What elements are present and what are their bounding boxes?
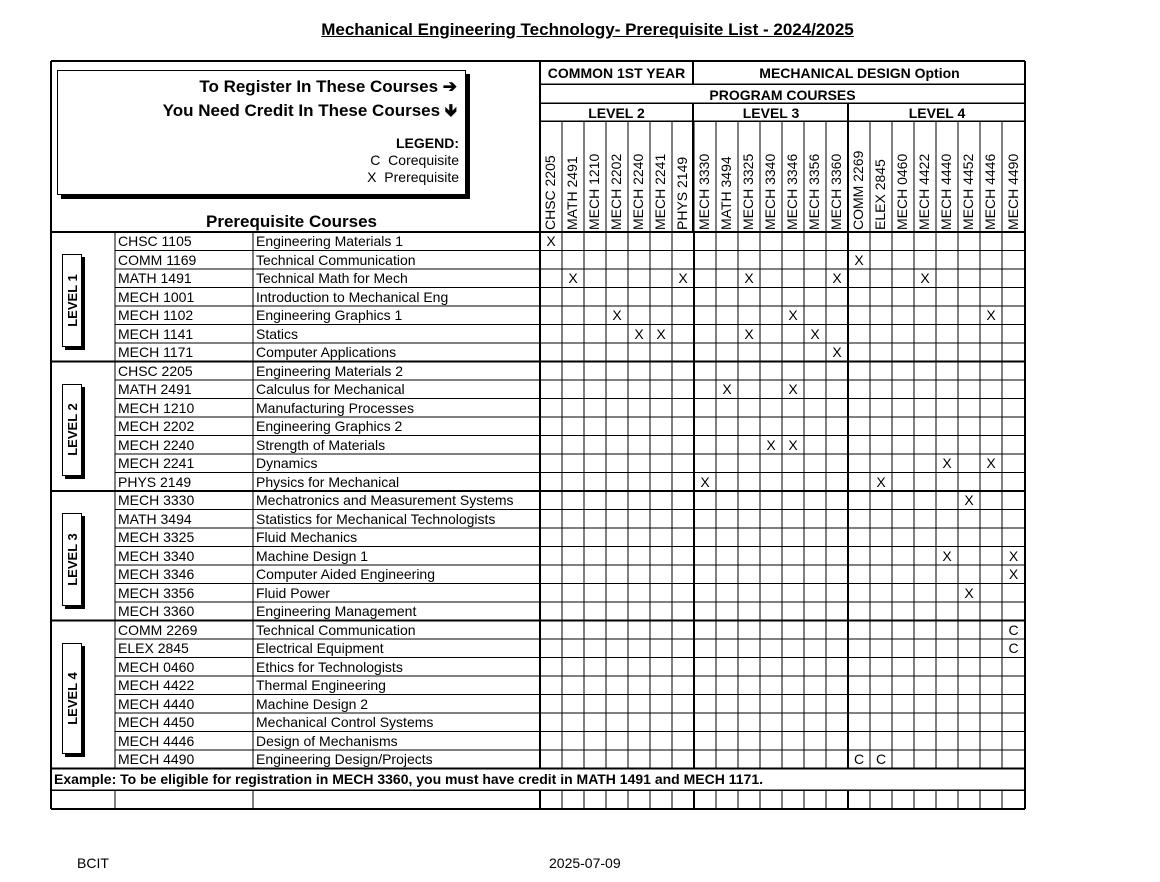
course-code: COMM 1169 [118,251,197,268]
column-header [1002,122,1025,230]
column-header [782,122,804,230]
course-name: Fluid Power [256,584,330,601]
level-label: LEVEL 1 [64,273,80,327]
mechanical-design-option-header: MECHANICAL DESIGN Option [759,65,960,81]
course-name: Introduction to Mechanical Eng [256,288,449,305]
credit-instruction: You Need Credit In These Courses 🡻 [162,101,457,120]
course-name: Ethics for Technologists [256,658,403,675]
column-header-label: MECH 4452 [960,153,976,230]
prerequisite-mark: X [634,325,644,342]
column-header [936,122,958,230]
column-header [606,122,628,230]
prerequisite-mark: X [964,492,974,508]
column-header [584,122,606,230]
prerequisite-mark: X [612,307,622,323]
course-code: MECH 3356 [118,584,195,601]
level-label: LEVEL 3 [64,532,80,586]
course-name: Mechanical Control Systems [256,714,434,730]
course-code: MATH 2491 [118,381,192,397]
legend-heading: LEGEND: [396,135,459,151]
course-code: MECH 3330 [118,492,195,508]
course-code: MECH 1141 [118,325,194,342]
corequisite-mark: C [853,751,865,767]
prerequisite-mark: X [546,233,556,249]
column-header [694,122,716,230]
column-header [914,122,936,230]
course-code: MECH 3325 [118,529,195,545]
prerequisite-mark: X [1008,547,1019,564]
course-name: Engineering Design/Projects [256,751,433,767]
column-header-label: MECH 1210 [586,153,602,230]
course-code: MATH 1491 [118,270,192,286]
course-code: MECH 1171 [118,344,194,360]
column-header [870,122,892,230]
column-header-label: MECH 4422 [916,153,932,230]
course-name: Machine Design 1 [256,547,369,564]
level-label: LEVEL 2 [64,403,80,457]
prerequisite-mark: X [788,436,798,453]
column-header [848,122,870,230]
column-header-label: CHSC 2205 [542,155,558,230]
course-code: MECH 2202 [118,418,195,434]
course-code: MECH 1102 [118,307,194,323]
course-code: MECH 1001 [118,288,195,305]
prerequisite-mark: X [832,270,842,286]
column-header-label: COMM 2269 [850,150,866,230]
legend-corequisite: C Corequisite [370,152,459,168]
course-name: Machine Design 2 [256,695,369,712]
column-header-label: MECH 4440 [938,153,954,230]
column-header [650,122,672,230]
prerequisite-mark: X [986,455,996,471]
column-header-label: MECH 4446 [982,153,998,230]
level-4-header: LEVEL 4 [908,105,966,121]
prerequisite-mark: X [700,473,710,490]
course-name: Engineering Materials 2 [256,362,404,379]
column-header-label: MECH 2202 [608,153,624,230]
level-2-header: LEVEL 2 [588,105,645,121]
course-code: MECH 4422 [118,677,195,693]
prerequisite-courses-heading: Prerequisite Courses [206,212,378,231]
column-header-label: MECH 3330 [696,153,712,230]
column-header-label: MECH 3325 [740,153,756,230]
course-code: COMM 2269 [118,621,198,638]
column-header [540,122,562,230]
column-header [804,122,826,230]
course-name: Physics for Mechanical [256,473,400,490]
course-name: Electrical Equipment [256,640,384,656]
course-name: Statistics for Mechanical Technologists [256,510,496,527]
course-code: PHYS 2149 [118,473,192,490]
prerequisite-mark: X [986,307,996,323]
column-header [738,122,760,230]
legend-prerequisite: X Prerequisite [367,169,459,185]
column-header [980,122,1002,230]
prerequisite-mark: X [810,325,820,342]
prerequisite-mark: X [942,455,952,471]
prerequisite-mark: X [744,270,754,286]
column-header [562,122,584,230]
column-header-label: PHYS 2149 [674,156,690,230]
course-name: Mechatronics and Measurement Systems [256,492,514,508]
course-name: Design of Mechanisms [256,732,398,749]
column-header-label: MECH 3360 [828,153,844,230]
page-title: Mechanical Engineering Technology- Prerequisite List - 2024/2025 [321,20,854,39]
course-name: Computer Aided Engineering [256,566,436,582]
footer-institution: BCIT [77,855,109,871]
level-4-tab [62,643,82,754]
prerequisite-mark: X [876,473,886,490]
prerequisite-mark: X [920,270,930,286]
level-3-tab [62,513,82,606]
course-name: Statics [256,325,299,342]
column-header-label: MECH 3340 [762,153,778,230]
course-name: Technical Math for Mech [256,270,408,286]
course-code: MECH 1210 [118,399,195,416]
course-code: MECH 0460 [118,658,195,675]
column-header [672,122,694,230]
column-header-label: ELEX 2845 [872,159,888,230]
corequisite-mark: C [1008,640,1019,656]
column-header-label: MECH 4490 [1004,153,1021,230]
level-1-tab [62,254,82,347]
course-code: MECH 4490 [118,751,195,767]
course-name: Computer Applications [256,344,397,360]
course-name: Calculus for Mechanical [256,381,405,397]
register-instruction: To Register In These Courses ➔ [199,77,457,96]
column-header-label: MECH 3356 [806,153,822,230]
course-name: Technical Communication [256,621,416,638]
column-header-label: MECH 2240 [630,153,646,230]
level-3-header: LEVEL 3 [742,105,800,121]
prerequisite-mark: X [1008,566,1019,582]
column-header-label: MATH 2491 [564,156,580,230]
course-name: Engineering Materials 1 [256,233,404,249]
course-code: ELEX 2845 [118,640,189,656]
course-code: MECH 3340 [118,547,195,564]
column-header [826,122,848,230]
column-header [716,122,738,230]
prerequisite-mark: X [942,547,952,564]
course-name: Engineering Graphics 2 [256,418,403,434]
prerequisite-mark: X [788,381,798,397]
course-name: Manufacturing Processes [256,399,414,416]
course-code: MECH 2240 [118,436,195,453]
level-label: LEVEL 4 [64,671,80,725]
level-2-tab [62,384,82,477]
legend-box [57,70,466,195]
prerequisite-mark: X [568,270,578,286]
prerequisite-mark: X [656,325,666,342]
prerequisite-mark: X [964,584,974,601]
course-code: MECH 4446 [118,732,195,749]
corequisite-mark: C [1008,621,1019,638]
course-name: Strength of Materials [256,436,386,453]
prerequisite-mark: X [766,436,776,453]
prerequisite-mark: X [678,270,688,286]
course-name: Engineering Management [256,603,417,619]
course-code: MATH 3494 [118,510,192,527]
course-code: CHSC 1105 [118,233,192,249]
column-header-label: MECH 2241 [652,153,668,230]
corequisite-mark: C [875,751,887,767]
course-code: CHSC 2205 [118,362,193,379]
program-courses-header: PROGRAM COURSES [709,87,856,103]
course-code: MECH 4440 [118,695,195,712]
prerequisite-mark: X [832,344,842,360]
course-name: Fluid Mechanics [256,529,358,545]
column-header [760,122,782,230]
course-code: MECH 4450 [118,714,195,730]
course-name: Thermal Engineering [256,677,386,693]
column-header [958,122,980,230]
column-header-label: MATH 3494 [718,156,734,230]
course-name: Technical Communication [256,251,416,268]
common-first-year-header: COMMON 1ST YEAR [547,65,686,81]
course-name: Engineering Graphics 1 [256,307,403,323]
prerequisite-mark: X [744,325,754,342]
course-code: MECH 3360 [118,603,195,619]
footer-date: 2025-07-09 [549,855,621,871]
example-note: Example: To be eligible for registration in MECH 3360, you must have credit in MATH 1491 and MECH 1171. [54,771,763,787]
prerequisite-mark: X [854,251,864,268]
prerequisite-mark: X [722,381,732,397]
course-code: MECH 2241 [118,455,195,471]
column-header [628,122,650,230]
course-name: Dynamics [256,455,318,471]
column-header-label: MECH 0460 [894,153,910,230]
column-header [892,122,914,230]
column-header-label: MECH 3346 [784,153,800,230]
prerequisite-mark: X [788,307,798,323]
course-code: MECH 3346 [118,566,195,582]
